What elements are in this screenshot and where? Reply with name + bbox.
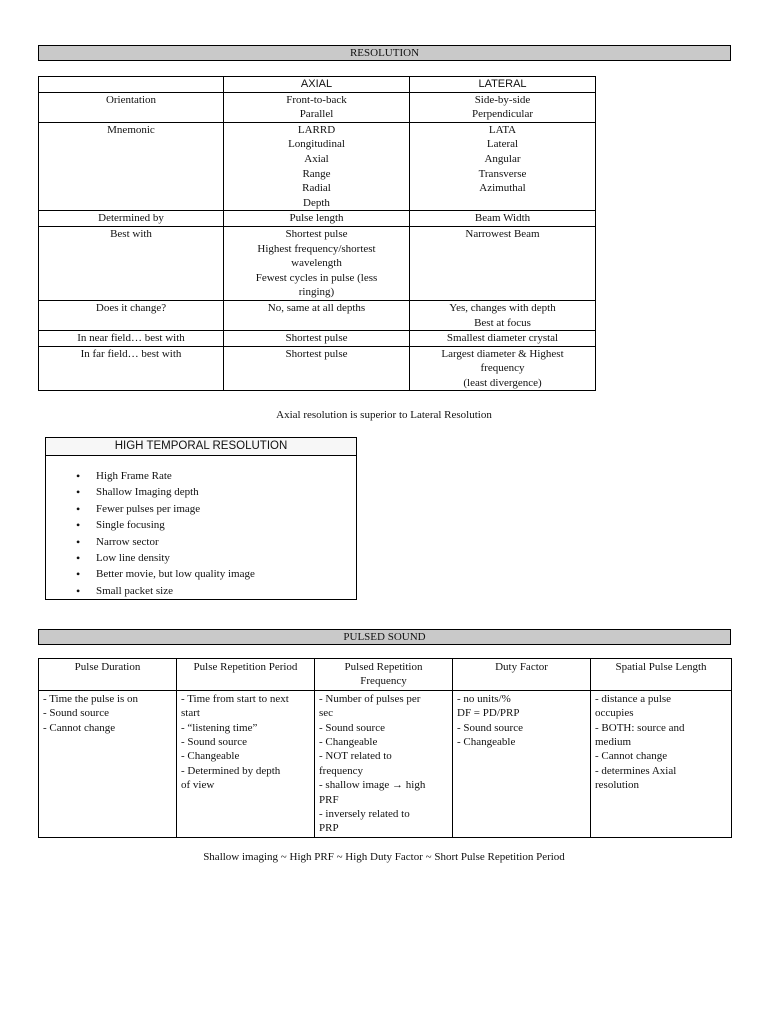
row-label: Mnemonic [39, 122, 224, 211]
axial-cell: Shortest pulse Highest frequency/shortest wavelength Fewest cycles in pulse (less ringing) [224, 226, 410, 300]
list-item: • Shallow Imaging depth [96, 484, 356, 500]
row-label: Best with [39, 226, 224, 300]
axial-cell: Front-to-back Parallel [224, 92, 410, 122]
row-label: In near field… best with [39, 331, 224, 347]
resolution-title: RESOLUTION [38, 45, 731, 61]
temporal-list [46, 468, 356, 599]
table-row [39, 690, 732, 837]
table-row [39, 92, 596, 122]
duty-factor-cell: - no units/% DF = PD/PRP - Sound source - Changeable [453, 690, 591, 837]
header-duty-factor: Duty Factor [453, 659, 591, 691]
header-pulse-repetition-period: Pulse Repetition Period [177, 659, 315, 691]
header-axial: AXIAL [224, 77, 410, 93]
row-label: Orientation [39, 92, 224, 122]
pulsed-sound-title: PULSED SOUND [38, 629, 731, 645]
table-header-row [39, 659, 732, 691]
temporal-resolution-title: HIGH TEMPORAL RESOLUTION [46, 438, 356, 456]
axial-cell: Shortest pulse [224, 346, 410, 391]
pulsed-sound-table [38, 658, 732, 838]
resolution-note: Axial resolution is superior to Lateral Resolution [276, 409, 492, 421]
list-item: • Small packet size [96, 583, 356, 599]
lateral-cell: Largest diameter & Highest frequency (least divergence) [410, 346, 596, 391]
resolution-table [38, 76, 596, 391]
lateral-cell: Smallest diameter crystal [410, 331, 596, 347]
table-row [39, 300, 596, 330]
axial-cell: LARRD Longitudinal Axial Range Radial Depth [224, 122, 410, 211]
list-item: • Fewer pulses per image [96, 501, 356, 517]
list-item: • Single focusing [96, 517, 356, 533]
list-item: • Better movie, but low quality image [96, 566, 356, 582]
pulsed-repetition-frequency-cell: - Number of pulses per sec - Sound source - Changeable - NOT related to frequency - shallow image → high PRF - inversely related to PRP [315, 690, 453, 837]
header-pulsed-repetition-frequency: Pulsed Repetition Frequency [315, 659, 453, 691]
lateral-cell: Narrowest Beam [410, 226, 596, 300]
header-spatial-pulse-length: Spatial Pulse Length [591, 659, 732, 691]
axial-cell: Shortest pulse [224, 331, 410, 347]
temporal-resolution-box [45, 437, 357, 600]
list-item: • High Frame Rate [96, 468, 356, 484]
row-label: Determined by [39, 211, 224, 227]
axial-cell: No, same at all depths [224, 300, 410, 330]
lateral-cell: Beam Width [410, 211, 596, 227]
pulsed-sound-note: Shallow imaging ~ High PRF ~ High Duty Factor ~ Short Pulse Repetition Period [203, 851, 565, 863]
table-row [39, 211, 596, 227]
table-row [39, 122, 596, 211]
table-row [39, 346, 596, 391]
header-empty [39, 77, 224, 93]
list-item: • Low line density [96, 550, 356, 566]
header-pulse-duration: Pulse Duration [39, 659, 177, 691]
table-header-row [39, 77, 596, 93]
lateral-cell: LATA Lateral Angular Transverse Azimuthal [410, 122, 596, 211]
spatial-pulse-length-cell: - distance a pulse occupies - BOTH: source and medium - Cannot change - determines Axial resolution [591, 690, 732, 837]
pulse-duration-cell: - Time the pulse is on - Sound source - Cannot change [39, 690, 177, 837]
list-item: • Narrow sector [96, 534, 356, 550]
lateral-cell: Yes, changes with depth Best at focus [410, 300, 596, 330]
table-row [39, 331, 596, 347]
row-label: In far field… best with [39, 346, 224, 391]
header-lateral: LATERAL [410, 77, 596, 93]
row-label: Does it change? [39, 300, 224, 330]
table-row [39, 226, 596, 300]
pulse-repetition-period-cell: - Time from start to next start - “listening time” - Sound source - Changeable - Determined by depth of view [177, 690, 315, 837]
axial-cell: Pulse length [224, 211, 410, 227]
lateral-cell: Side-by-side Perpendicular [410, 92, 596, 122]
